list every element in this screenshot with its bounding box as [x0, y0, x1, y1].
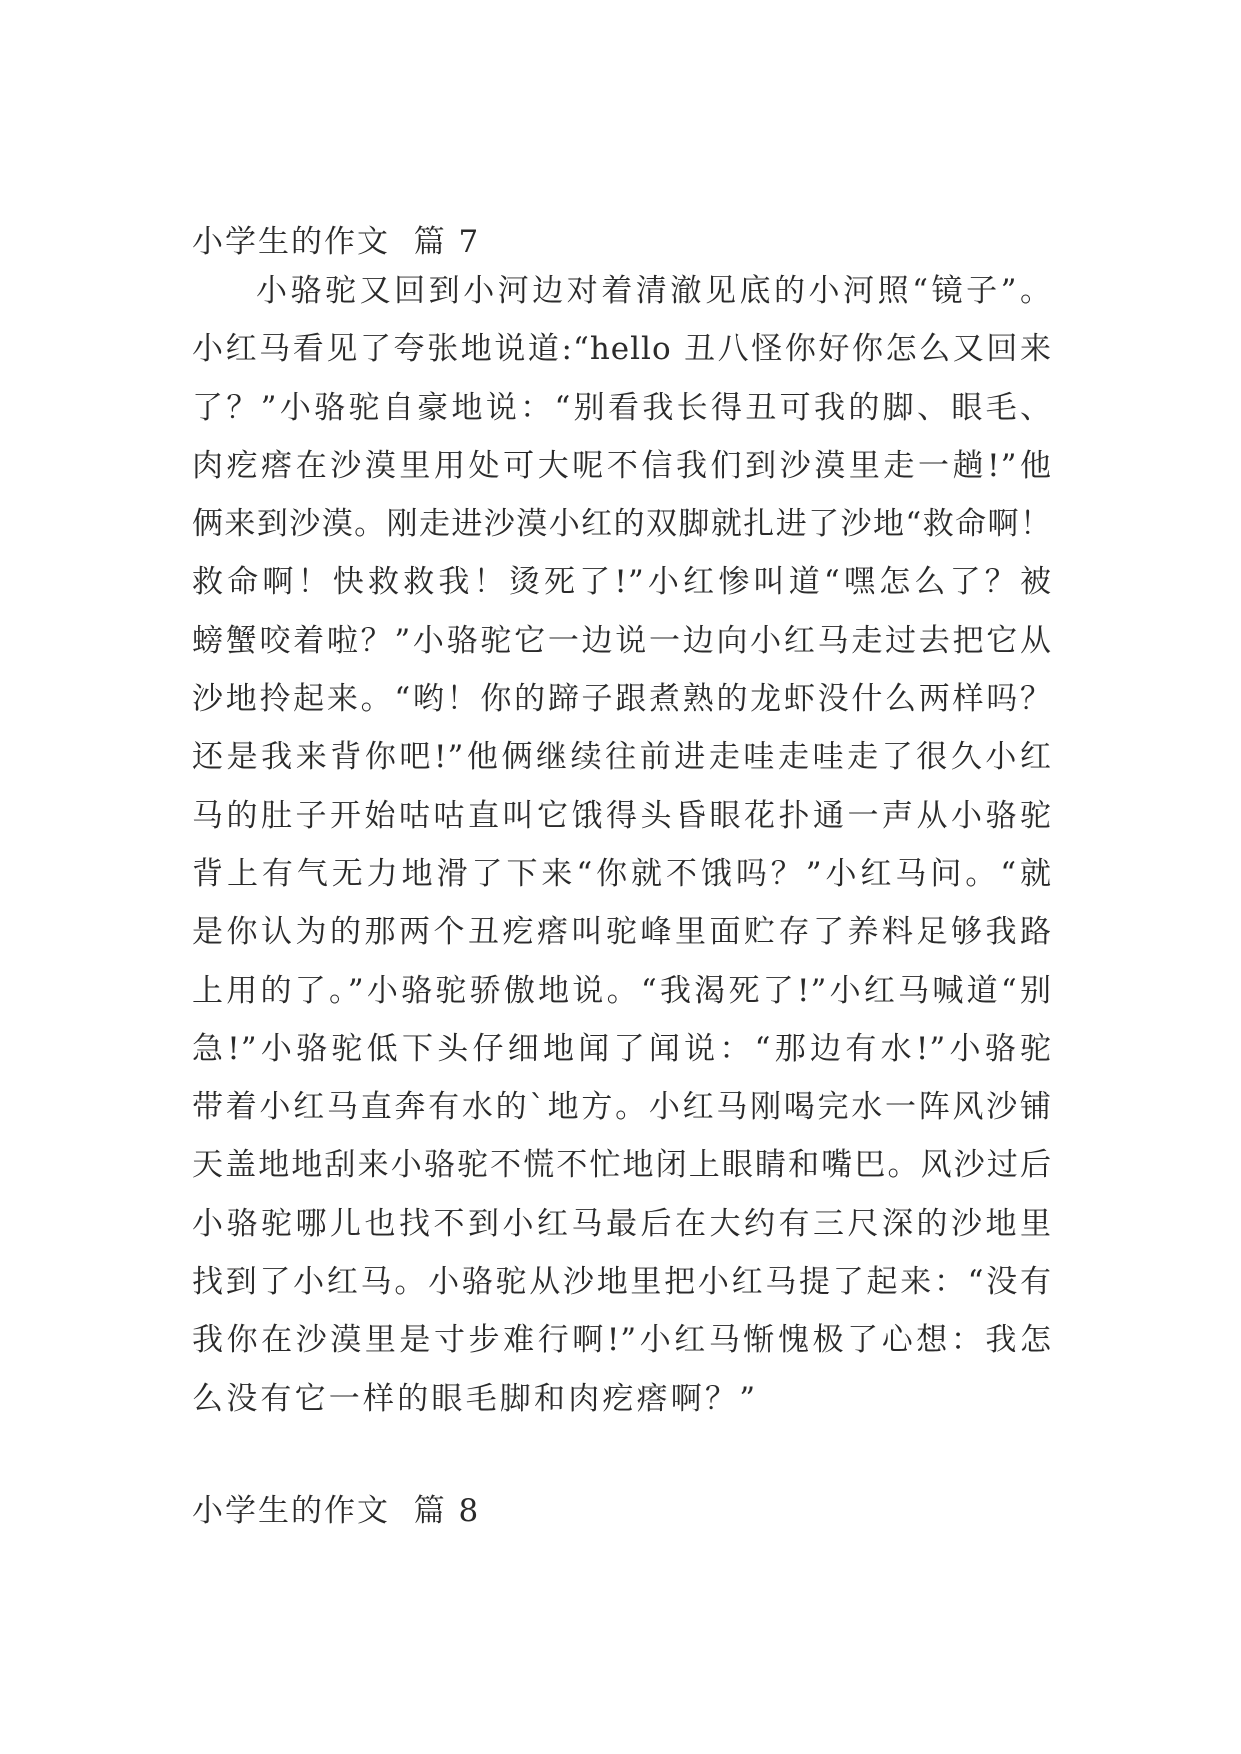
paragraph-line: 马的肚子开始咕咕直叫它饿得头昏眼花扑通一声从小骆驼 — [192, 797, 1052, 834]
paragraph-line: 么没有它一样的眼毛脚和肉疙瘩啊？” — [192, 1380, 759, 1417]
paragraph-line: 螃蟹咬着啦？”小骆驼它一边说一边向小红马走过去把它从 — [192, 622, 1052, 659]
paragraph-line: 上用的了。”小骆驼骄傲地说。“我渴死了!”小红马喊道“别 — [192, 972, 1052, 1009]
paragraph-line: 了？”小骆驼自豪地说：“别看我长得丑可我的脚、眼毛、 — [192, 389, 1052, 426]
paragraph-line: 沙地拎起来。“哟！你的蹄子跟煮熟的龙虾没什么两样吗？ — [192, 681, 1052, 718]
paragraph-line: 救命啊！快救救我！烫死了!”小红惨叫道“嘿怎么了？被 — [192, 564, 1052, 601]
paragraph-line: 我你在沙漠里是寸步难行啊!”小红马惭愧极了心想：我怎 — [192, 1322, 1052, 1359]
paragraph-line: 俩来到沙漠。刚走进沙漠小红的双脚就扎进了沙地“救命啊！ — [192, 506, 1052, 543]
paragraph-line: 是你认为的那两个丑疙瘩叫驼峰里面贮存了养料足够我路 — [192, 914, 1052, 951]
paragraph-line: 肉疙瘩在沙漠里用处可大呢不信我们到沙漠里走一趟!”他 — [192, 447, 1052, 484]
paragraph-line: 天盖地地刮来小骆驼不慌不忙地闭上眼睛和嘴巴。风沙过后 — [192, 1147, 1052, 1184]
paragraph-line: 急!”小骆驼低下头仔细地闻了闻说：“那边有水!”小骆驼 — [192, 1030, 1052, 1067]
paragraph-line: 找到了小红马。小骆驼从沙地里把小红马提了起来：“没有 — [192, 1264, 1052, 1301]
section-heading-7: 小学生的作文 篇 7 — [192, 224, 481, 260]
paragraph-line: 还是我来背你吧!”他俩继续往前进走哇走哇走了很久小红 — [192, 739, 1052, 776]
paragraph-line: 小骆驼哪儿也找不到小红马最后在大约有三尺深的沙地里 — [192, 1205, 1052, 1242]
paragraph-line: 小骆驼又回到小河边对着清澈见底的小河照“镜子”。 — [256, 273, 1052, 309]
essay-paragraph — [192, 262, 1052, 1428]
paragraph-line: 小红马看见了夸张地说道:“hello 丑八怪你好你怎么又回来 — [192, 331, 1052, 368]
paragraph-line: 背上有气无力地滑了下来“你就不饿吗？”小红马问。“就 — [192, 855, 1052, 892]
section-heading-8: 小学生的作文 篇 8 — [192, 1493, 481, 1529]
paragraph-line: 带着小红马直奔有水的`地方。小红马刚喝完水一阵风沙铺 — [192, 1089, 1052, 1126]
